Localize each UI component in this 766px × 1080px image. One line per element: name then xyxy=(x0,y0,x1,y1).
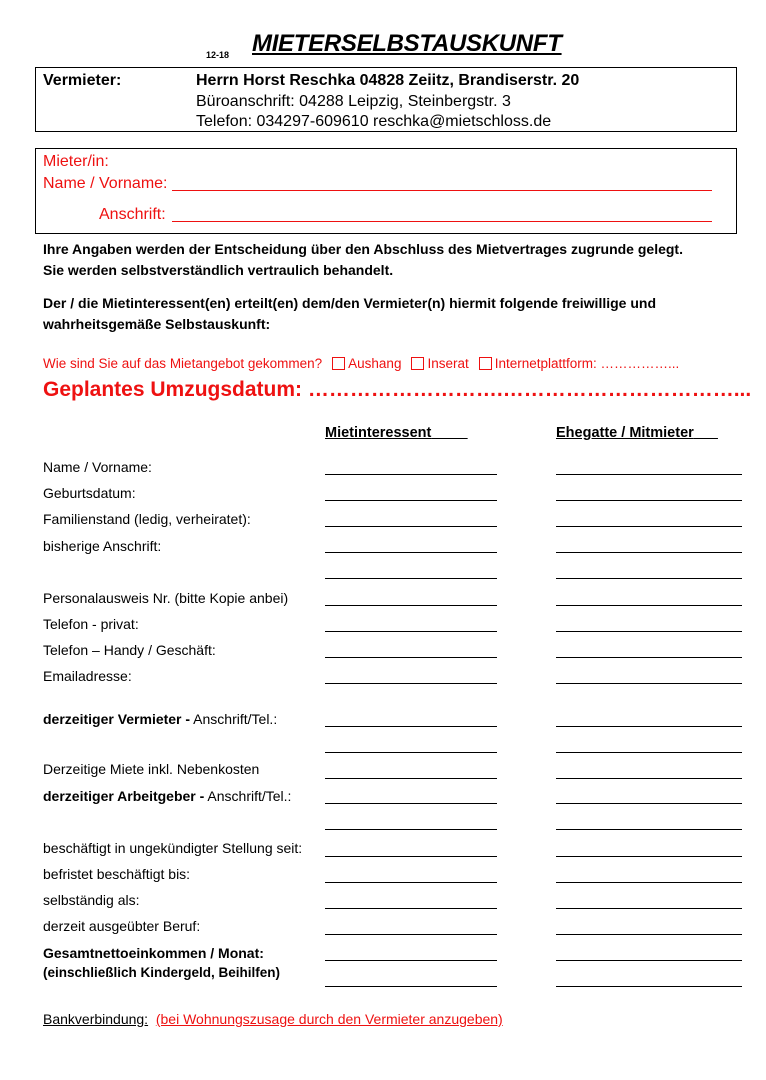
input-line-cotenant[interactable] xyxy=(556,726,742,727)
tenant-address-label: Anschrift: xyxy=(99,206,166,223)
option-inserat: Inserat xyxy=(427,356,469,371)
label-current-employer: derzeitiger Arbeitgeber - Anschrift/Tel.: xyxy=(43,788,292,804)
landlord-contact: Telefon: 034297-609610 reschka@mietschloss.de xyxy=(196,113,552,130)
input-line-cotenant[interactable] xyxy=(556,752,742,753)
label-employed-since: beschäftigt in ungekündigter Stellung seit: xyxy=(43,840,303,856)
input-line-cotenant[interactable] xyxy=(556,778,742,779)
input-line-cotenant[interactable] xyxy=(556,474,742,475)
input-line-applicant[interactable] xyxy=(325,829,497,830)
input-line-applicant[interactable] xyxy=(325,683,497,684)
input-line-applicant[interactable] xyxy=(325,752,497,753)
label-current-rent: Derzeitige Miete inkl. Nebenkosten xyxy=(43,761,260,777)
label-phone-private: Telefon - privat: xyxy=(43,616,139,632)
input-line-cotenant[interactable] xyxy=(556,960,742,961)
input-line-applicant[interactable] xyxy=(325,657,497,658)
input-line-cotenant[interactable] xyxy=(556,552,742,553)
checkbox-inserat[interactable] xyxy=(411,357,424,370)
label-self-employed: selbständig als: xyxy=(43,892,140,908)
input-line-applicant[interactable] xyxy=(325,960,497,961)
input-line-cotenant[interactable] xyxy=(556,526,742,527)
landlord-label: Vermieter: xyxy=(43,72,122,89)
input-line-cotenant[interactable] xyxy=(556,986,742,987)
source-question-row xyxy=(43,356,679,371)
label-marital-status: Familienstand (ledig, verheiratet): xyxy=(43,511,251,527)
input-line-applicant[interactable] xyxy=(325,934,497,935)
source-question: Wie sind Sie auf das Mietangebot gekommen? xyxy=(43,356,323,371)
label-id-number: Personalausweis Nr. (bitte Kopie anbei) xyxy=(43,590,289,606)
landlord-name: Herrn Horst Reschka 04828 Zeiitz, Brandiserstr. 20 xyxy=(196,72,580,89)
input-line-applicant[interactable] xyxy=(325,474,497,475)
input-line-cotenant[interactable] xyxy=(556,500,742,501)
input-line-applicant[interactable] xyxy=(325,552,497,553)
intro-line: Sie werden selbstverständlich vertraulich behandelt. xyxy=(43,262,394,278)
label-net-income: Gesamtnettoeinkommen / Monat: xyxy=(43,945,264,961)
label-name: Name / Vorname: xyxy=(43,459,152,475)
checkbox-internet[interactable] xyxy=(479,357,492,370)
column-header-applicant: Mietinteressent xyxy=(325,425,432,441)
input-line-cotenant[interactable] xyxy=(556,934,742,935)
label-email: Emailadresse: xyxy=(43,668,132,684)
label-dob: Geburtsdatum: xyxy=(43,485,136,501)
input-line-applicant[interactable] xyxy=(325,726,497,727)
input-line-cotenant[interactable] xyxy=(556,657,742,658)
input-line-applicant[interactable] xyxy=(325,778,497,779)
landlord-office: Büroanschrift: 04288 Leipzig, Steinbergstr. 3 xyxy=(196,93,511,110)
tenant-heading: Mieter/in: xyxy=(43,153,109,170)
tenant-address-field[interactable] xyxy=(172,221,712,222)
label-income-note: (einschließlich Kindergeld, Beihilfen) xyxy=(43,965,281,980)
input-line-applicant[interactable] xyxy=(325,882,497,883)
intro-line: wahrheitsgemäße Selbstauskunft: xyxy=(43,316,271,332)
input-line-applicant[interactable] xyxy=(325,986,497,987)
column-header-cotenant: Ehegatte / Mitmieter xyxy=(556,425,694,441)
input-line-applicant[interactable] xyxy=(325,803,497,804)
label-fixed-term: befristet beschäftigt bis: xyxy=(43,866,191,882)
intro-paragraph-1 xyxy=(43,239,683,281)
bank-row xyxy=(43,1011,503,1027)
input-line-applicant[interactable] xyxy=(325,631,497,632)
input-line-cotenant[interactable] xyxy=(556,803,742,804)
input-line-applicant[interactable] xyxy=(325,856,497,857)
page-title: MIETERSELBSTAUSKUNFT xyxy=(252,30,562,57)
input-line-applicant[interactable] xyxy=(325,605,497,606)
input-line-applicant[interactable] xyxy=(325,578,497,579)
input-line-cotenant[interactable] xyxy=(556,631,742,632)
intro-line: Der / die Mietinteressent(en) erteilt(en) dem/den Vermieter(n) hiermit folgende freiwillige und xyxy=(43,295,656,311)
label-current-landlord: derzeitiger Vermieter - Anschrift/Tel.: xyxy=(43,711,278,727)
input-line-applicant[interactable] xyxy=(325,500,497,501)
intro-paragraph-2 xyxy=(43,293,656,335)
option-aushang: Aushang xyxy=(348,356,402,371)
input-line-cotenant[interactable] xyxy=(556,829,742,830)
input-line-applicant[interactable] xyxy=(325,908,497,909)
bank-label: Bankverbindung: xyxy=(43,1011,149,1027)
moving-date-label: Geplantes Umzugsdatum: ……………………….……………………………... xyxy=(43,378,752,401)
input-line-applicant[interactable] xyxy=(325,526,497,527)
input-line-cotenant[interactable] xyxy=(556,605,742,606)
tenant-name-label: Name / Vorname: xyxy=(43,175,168,192)
label-phone-mobile: Telefon – Handy / Geschäft: xyxy=(43,642,216,658)
input-line-cotenant[interactable] xyxy=(556,578,742,579)
form-code: 12-18 xyxy=(206,50,230,60)
input-line-cotenant[interactable] xyxy=(556,683,742,684)
label-previous-address: bisherige Anschrift: xyxy=(43,538,162,554)
intro-line: Ihre Angaben werden der Entscheidung über den Abschluss des Mietvertrages zugrunde gelegt. xyxy=(43,241,683,257)
input-line-cotenant[interactable] xyxy=(556,908,742,909)
checkbox-aushang[interactable] xyxy=(332,357,345,370)
tenant-name-field[interactable] xyxy=(172,190,712,191)
input-line-cotenant[interactable] xyxy=(556,856,742,857)
option-internet: Internetplattform: ……………... xyxy=(494,356,680,371)
input-line-cotenant[interactable] xyxy=(556,882,742,883)
bank-note: (bei Wohnungszusage durch den Vermieter anzugeben) xyxy=(155,1011,503,1027)
label-occupation: derzeit ausgeübter Beruf: xyxy=(43,918,201,934)
